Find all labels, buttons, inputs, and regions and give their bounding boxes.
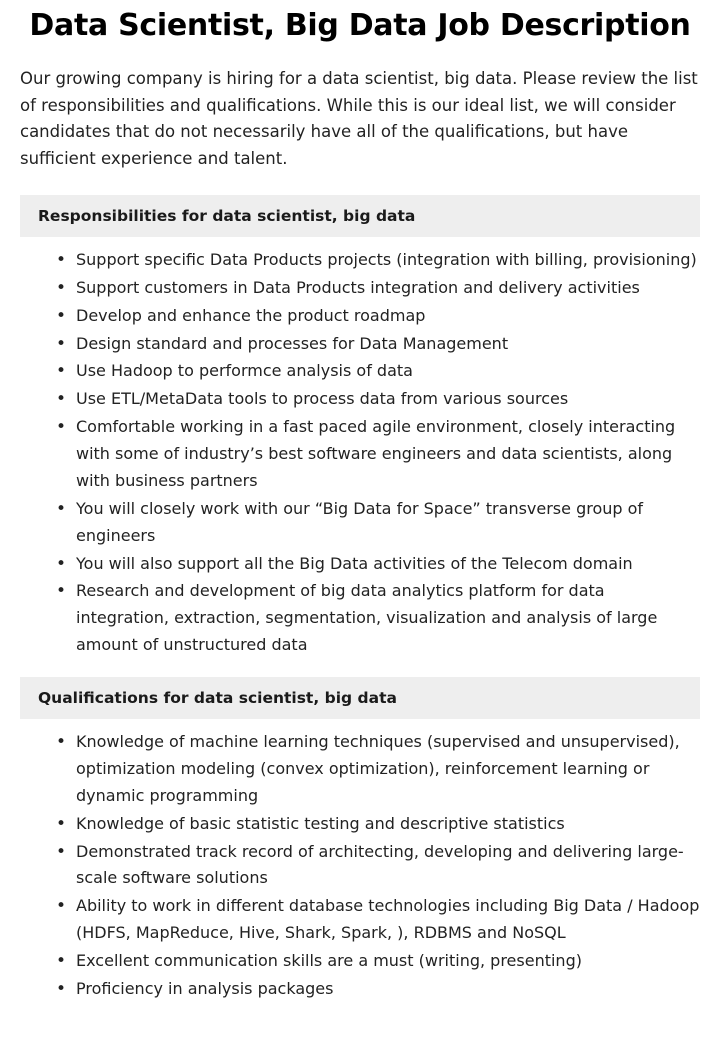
responsibilities-list xyxy=(20,247,700,659)
list-item: • Support customers in Data Products integration and delivery activities xyxy=(54,275,700,302)
list-item: • Demonstrated track record of architecting, developing and delivering large-scale software solutions xyxy=(54,839,700,893)
intro-paragraph: Our growing company is hiring for a data scientist, big data. Please review the list of responsibilities and qualifications. While this is our ideal list, we will consider candidates that do not necessarily have all of the qualifications, but have sufficient experience and talent. xyxy=(20,69,698,169)
list-item: • Knowledge of machine learning techniques (supervised and unsupervised), optimization modeling (convex optimization), reinforcement learning or dynamic programming xyxy=(54,729,700,810)
responsibilities-heading: Responsibilities for data scientist, big data xyxy=(20,195,700,237)
list-item: • Develop and enhance the product roadmap xyxy=(54,303,700,330)
list-item: • Design standard and processes for Data Management xyxy=(54,331,700,358)
list-item: • Comfortable working in a fast paced agile environment, closely interacting with some of industry’s best software engineers and data scientists, along with business partners xyxy=(54,414,700,495)
list-item: • Knowledge of basic statistic testing and descriptive statistics xyxy=(54,811,700,838)
list-item: • Proficiency in analysis packages xyxy=(54,976,700,1003)
job-description-page xyxy=(0,8,720,1031)
list-item: • You will also support all the Big Data activities of the Telecom domain xyxy=(54,551,700,578)
list-item: • Use Hadoop to performce analysis of data xyxy=(54,358,700,385)
page-title: Data Scientist, Big Data Job Description xyxy=(29,8,691,43)
qualifications-section xyxy=(20,677,700,1003)
list-item: • Use ETL/MetaData tools to process data from various sources xyxy=(54,386,700,413)
list-item: • Ability to work in different database technologies including Big Data / Hadoop (HDFS, MapReduce, Hive, Shark, Spark, ), RDBMS and NoSQL xyxy=(54,893,700,947)
list-item: • You will closely work with our “Big Data for Space” transverse group of engineers xyxy=(54,496,700,550)
qualifications-heading: Qualifications for data scientist, big data xyxy=(20,677,700,719)
list-item: • Support specific Data Products projects (integration with billing, provisioning) xyxy=(54,247,700,274)
list-item: • Research and development of big data analytics platform for data integration, extraction, segmentation, visualization and analysis of large amount of unstructured data xyxy=(54,578,700,659)
qualifications-list xyxy=(20,729,700,1003)
list-item: • Excellent communication skills are a must (writing, presenting) xyxy=(54,948,700,975)
responsibilities-section xyxy=(20,195,700,659)
